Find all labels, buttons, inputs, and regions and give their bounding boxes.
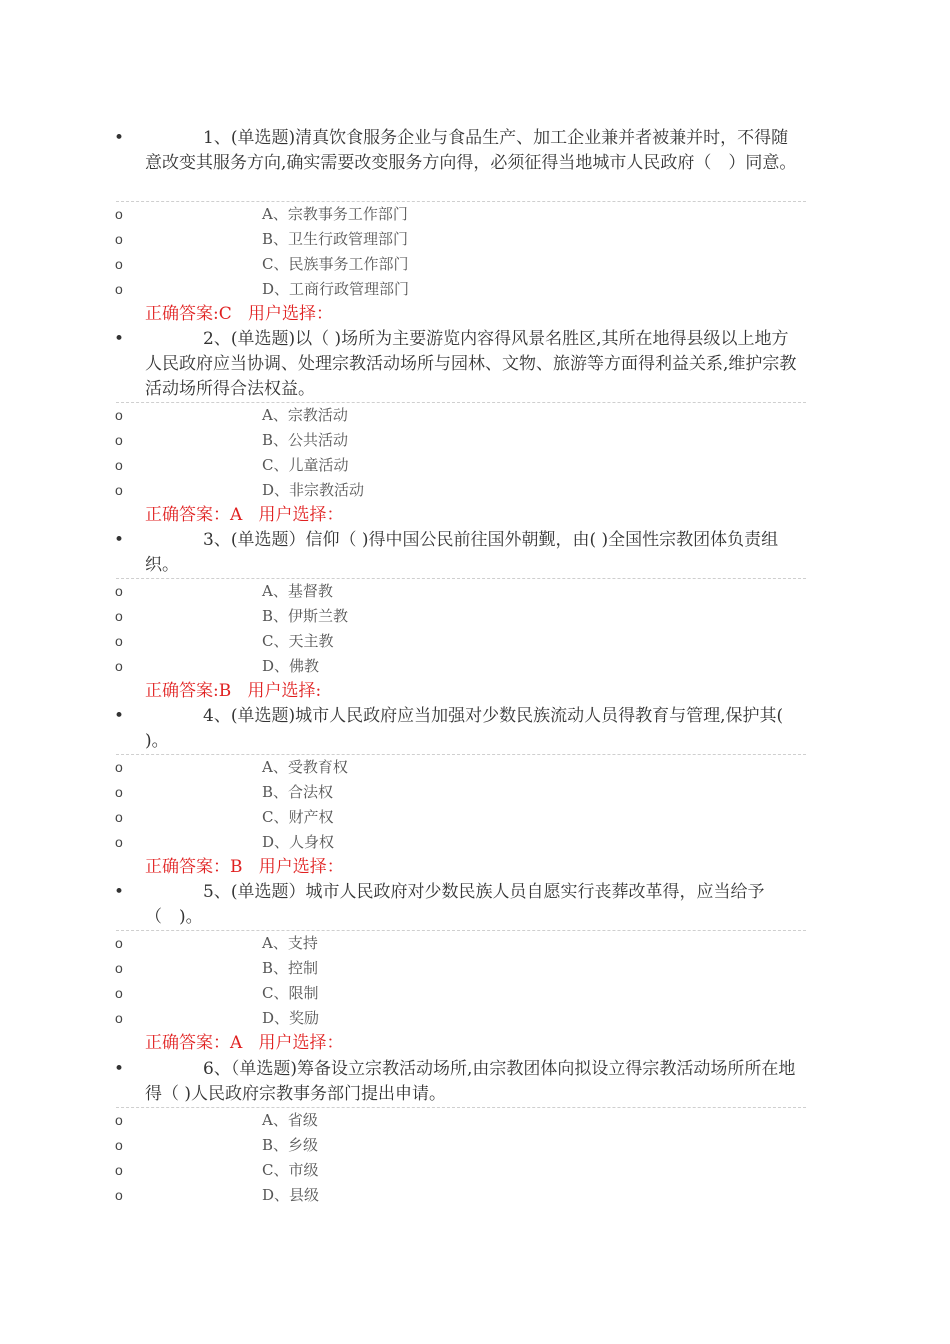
option-label: B、伊斯兰教 — [262, 607, 349, 625]
option-marker: o — [115, 935, 123, 951]
user-choice: 用户选择： — [258, 505, 344, 525]
option-label: B、控制 — [262, 959, 319, 977]
option-marker: o — [115, 1137, 123, 1153]
option-label: D、人身权 — [262, 833, 335, 851]
option-marker: o — [115, 407, 123, 423]
option-label: A、宗教活动 — [262, 406, 348, 424]
option-marker: o — [115, 633, 123, 649]
answer-option[interactable] — [0, 252, 950, 277]
answer-option[interactable] — [0, 227, 950, 252]
user-choice: 用户选择: — [247, 681, 322, 701]
answer-option[interactable] — [0, 1183, 950, 1208]
option-marker: o — [115, 834, 123, 850]
option-marker: o — [115, 960, 123, 976]
option-label: C、儿童活动 — [262, 456, 349, 474]
question-block — [0, 1057, 950, 1208]
option-marker: o — [115, 583, 123, 599]
answer-option[interactable] — [0, 604, 950, 629]
answer-line — [0, 503, 950, 528]
question-block — [0, 704, 950, 880]
question-block — [0, 528, 950, 704]
answer-option[interactable] — [0, 428, 950, 453]
answer-option[interactable] — [0, 780, 950, 805]
answer-option[interactable] — [0, 830, 950, 855]
answer-option[interactable] — [0, 1108, 950, 1133]
question-stem — [0, 327, 805, 402]
answer-option[interactable] — [0, 805, 950, 830]
option-label: A、基督教 — [262, 582, 333, 600]
answer-option[interactable] — [0, 478, 950, 503]
question-stem — [0, 126, 805, 201]
option-label: A、支持 — [262, 934, 318, 952]
question-stem — [0, 704, 805, 754]
option-marker: o — [115, 608, 123, 624]
bullet-marker: • — [114, 329, 125, 349]
answer-option[interactable] — [0, 629, 950, 654]
bullet-marker: • — [114, 1059, 125, 1079]
answer-option[interactable] — [0, 579, 950, 604]
answer-line — [0, 855, 950, 880]
option-label: B、公共活动 — [262, 431, 349, 449]
option-label: B、卫生行政管理部门 — [262, 230, 409, 248]
answer-option[interactable] — [0, 453, 950, 478]
user-choice: 用户选择： — [258, 1033, 344, 1053]
option-label: A、省级 — [262, 1111, 318, 1129]
option-label: D、非宗教活动 — [262, 481, 365, 499]
option-label: D、县级 — [262, 1186, 320, 1204]
question-text: 5、(单选题）城市人民政府对少数民族人员自愿实行丧葬改革得，应当给予（ )。 — [145, 882, 765, 927]
user-choice: 用户选择： — [258, 857, 344, 877]
answer-line — [0, 679, 950, 704]
option-marker: o — [115, 1112, 123, 1128]
question-stem — [0, 1057, 805, 1107]
option-marker: o — [115, 1162, 123, 1178]
answer-option[interactable] — [0, 755, 950, 780]
correct-answer: 正确答案:C — [145, 304, 232, 324]
option-label: C、天主教 — [262, 632, 334, 650]
option-marker: o — [115, 281, 123, 297]
option-marker: o — [115, 759, 123, 775]
option-marker: o — [115, 784, 123, 800]
correct-answer: 正确答案：B — [145, 857, 243, 877]
question-stem — [0, 528, 805, 578]
option-marker: o — [115, 1187, 123, 1203]
bullet-marker: • — [114, 530, 125, 550]
bullet-marker: • — [114, 882, 125, 902]
option-label: A、受教育权 — [262, 758, 348, 776]
question-block — [0, 327, 950, 528]
question-text: 4、(单选题)城市人民政府应当加强对少数民族流动人员得教育与管理,保护其( )。 — [145, 706, 784, 751]
question-block — [0, 880, 950, 1056]
answer-option[interactable] — [0, 1133, 950, 1158]
answer-option[interactable] — [0, 403, 950, 428]
answer-option[interactable] — [0, 1158, 950, 1183]
option-label: C、财产权 — [262, 808, 334, 826]
question-text: 2、(单选题)以（ )场所为主要游览内容得风景名胜区,其所在地得县级以上地方人民政府应当协调、处理宗教活动场所与园林、文物、旅游等方面得利益关系,维护宗教活动场所得合法权益。 — [145, 329, 797, 399]
correct-answer: 正确答案：A — [145, 1033, 243, 1053]
option-marker: o — [115, 206, 123, 222]
question-text: 6、（单选题)筹备设立宗教活动场所,由宗教团体向拟设立得宗教活动场所所在地得（ )人民政府宗教事务部门提出申请。 — [145, 1059, 796, 1104]
option-label: D、奖励 — [262, 1009, 320, 1027]
correct-answer: 正确答案:B — [145, 681, 232, 701]
option-marker: o — [115, 482, 123, 498]
answer-option[interactable] — [0, 931, 950, 956]
bullet-marker: • — [114, 706, 125, 726]
question-stem — [0, 880, 805, 930]
option-marker: o — [115, 231, 123, 247]
option-marker: o — [115, 432, 123, 448]
option-marker: o — [115, 809, 123, 825]
answer-option[interactable] — [0, 981, 950, 1006]
answer-option[interactable] — [0, 277, 950, 302]
correct-answer: 正确答案：A — [145, 505, 243, 525]
answer-option[interactable] — [0, 202, 950, 227]
option-marker: o — [115, 658, 123, 674]
option-marker: o — [115, 256, 123, 272]
option-label: D、佛教 — [262, 657, 320, 675]
user-choice: 用户选择： — [247, 304, 333, 324]
answer-option[interactable] — [0, 1006, 950, 1031]
bullet-marker: • — [114, 128, 125, 148]
answer-line — [0, 302, 950, 327]
question-text: 1、(单选题)清真饮食服务企业与食品生产、加工企业兼并者被兼并时，不得随意改变其服务方向,确实需要改变服务方向得，必须征得当地城市人民政府（ ）同意。 — [145, 128, 797, 173]
question-text: 3、(单选题）信仰（ )得中国公民前往国外朝觐，由( )全国性宗教团体负责组织。 — [145, 530, 779, 575]
option-marker: o — [115, 1010, 123, 1026]
question-block — [0, 126, 950, 327]
option-marker: o — [115, 985, 123, 1001]
option-label: C、限制 — [262, 984, 319, 1002]
answer-option[interactable] — [0, 956, 950, 981]
option-marker: o — [115, 457, 123, 473]
option-label: D、工商行政管理部门 — [262, 280, 410, 298]
option-label: C、市级 — [262, 1161, 319, 1179]
option-label: B、乡级 — [262, 1136, 319, 1154]
option-label: A、宗教事务工作部门 — [262, 205, 408, 223]
answer-line — [0, 1031, 950, 1056]
option-label: B、合法权 — [262, 783, 334, 801]
option-label: C、民族事务工作部门 — [262, 255, 409, 273]
answer-option[interactable] — [0, 654, 950, 679]
